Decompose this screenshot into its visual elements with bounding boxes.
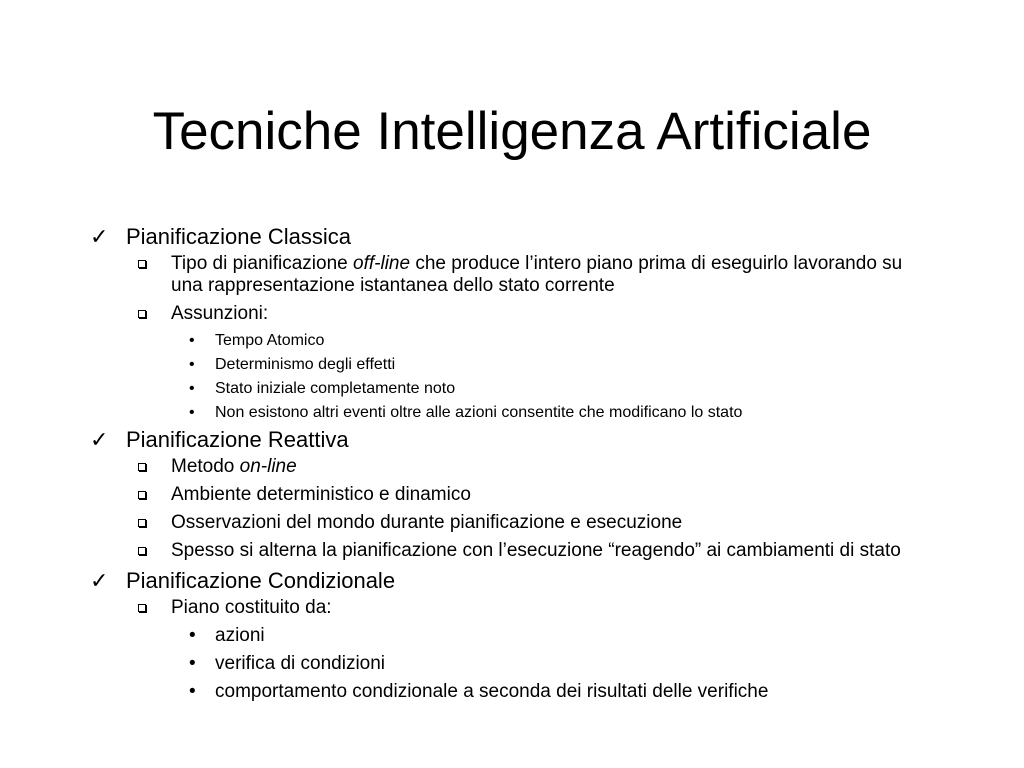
list-item-text-pre: Metodo [171,456,240,477]
dot-bullet-icon: • [189,625,196,646]
sub-list-item-text: azioni [215,625,265,646]
section-heading-text: Pianificazione Reattiva [126,427,349,452]
hollow-square-bullet-icon [138,547,146,555]
list-item [0,484,1024,506]
list-item [0,540,1024,562]
section-heading-condizionale [0,568,1024,594]
checkmark-icon: ✓ [90,568,109,593]
checkmark-icon: ✓ [90,224,109,249]
sub-list-item [0,331,1024,351]
sub-list-item-text: comportamento condizionale a seconda dei risultati delle verifiche [215,681,769,702]
dot-bullet-icon: • [189,404,195,421]
list-item-text-post: che produce l’intero piano prima di eseguirlo lavorando su una rappresentazione istantanea dello stato corrente [171,253,903,296]
section-heading-text: Pianificazione Condizionale [126,568,396,593]
dot-bullet-icon: • [189,332,195,349]
list-item-text-pre: Tipo di pianificazione [171,253,354,274]
list-item-text: Ambiente deterministico e dinamico [171,484,471,505]
checkmark-icon: ✓ [90,427,109,452]
section-heading-reattiva [0,427,1024,453]
hollow-square-bullet-icon [138,310,146,318]
list-item-text: Spesso si alterna la pianificazione con l’esecuzione “reagendo” ai cambiamenti di stato [171,540,901,561]
hollow-square-bullet-icon [138,519,146,527]
sub-list-item [0,379,1024,399]
sub-list-item-text: Tempo Atomico [215,332,325,349]
list-item [0,456,1024,478]
dot-bullet-icon: • [189,653,196,674]
sub-list-item [0,681,1024,703]
list-item [0,512,1024,534]
list-item-text: Osservazioni del mondo durante pianificazione e esecuzione [171,512,683,533]
dot-bullet-icon: • [189,356,195,373]
list-item-text-emphasis: on-line [239,456,297,477]
list-item [0,253,1024,297]
dot-bullet-icon: • [189,380,195,397]
sub-list-item-text: Determinismo degli effetti [215,356,396,373]
sub-list-item-text: verifica di condizioni [215,653,386,674]
slide-content [0,224,1024,709]
list-item-text: Piano costituito da: [171,597,332,618]
sub-list-item-text: Non esistono altri eventi oltre alle azioni consentite che modificano lo stato [215,404,743,421]
sub-list-item [0,653,1024,675]
hollow-square-bullet-icon [138,463,146,471]
hollow-square-bullet-icon [138,604,146,612]
section-heading-classica [0,224,1024,250]
sub-list-item [0,355,1024,375]
list-item-text: Assunzioni: [171,303,269,324]
hollow-square-bullet-icon [138,491,146,499]
list-item-text-emphasis: off-line [353,253,411,274]
section-heading-text: Pianificazione Classica [126,224,351,249]
dot-bullet-icon: • [189,681,196,702]
hollow-square-bullet-icon [138,260,146,268]
list-item [0,303,1024,325]
list-item [0,597,1024,619]
slide-title: Tecniche Intelligenza Artificiale [152,102,872,161]
sub-list-item [0,403,1024,423]
sub-list-item-text: Stato iniziale completamente noto [215,380,456,397]
sub-list-item [0,625,1024,647]
